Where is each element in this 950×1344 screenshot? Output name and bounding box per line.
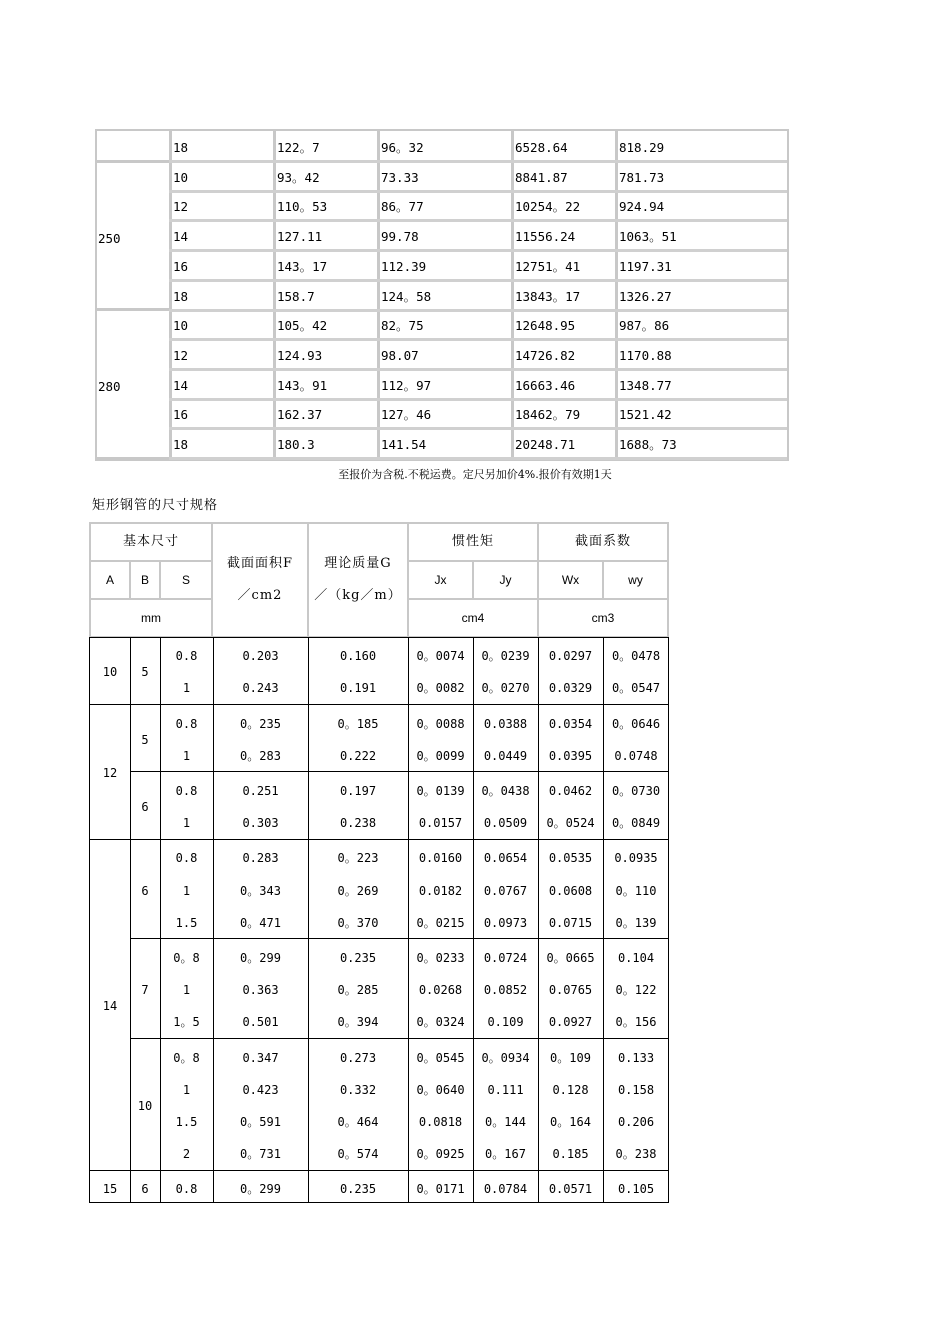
table-cell: 18 <box>173 140 189 155</box>
table-cell: 818.29 <box>619 140 665 155</box>
a-size-label: 14 <box>102 999 118 1014</box>
table-cell: 112。97 <box>381 377 432 393</box>
table-cell: 1326.27 <box>619 288 672 304</box>
table-cell: 143。17 <box>277 258 328 274</box>
table-cell: 10 <box>173 169 189 185</box>
table-cell: 0.243 <box>242 681 279 696</box>
table-cell: 0.235 <box>339 950 377 965</box>
table-cell: 0.0395 <box>548 748 593 763</box>
grid-line <box>130 1038 669 1039</box>
table-row <box>169 252 787 282</box>
table-cell: 0.0935 <box>614 851 658 866</box>
size-group-label: 250 <box>98 230 121 246</box>
table-cell: 0.104 <box>617 950 655 965</box>
grid-line <box>130 638 131 1202</box>
table-cell: 110。53 <box>277 199 328 215</box>
table-cell: 987。86 <box>619 318 670 334</box>
header-unit-cm4: cm4 <box>407 598 539 638</box>
table-cell: 14 <box>173 377 189 393</box>
table-row <box>169 222 787 252</box>
table-cell: 0.8 <box>175 783 198 798</box>
table-cell: 0.109 <box>487 1015 524 1030</box>
table-cell: 0.238 <box>339 816 377 831</box>
table-row <box>169 282 787 312</box>
table-cell: 0。110 <box>615 883 657 898</box>
table-cell: 0。283 <box>240 748 281 763</box>
table-cell: 16 <box>173 407 189 423</box>
header-mass-unit: ／（kg／m） <box>314 588 402 603</box>
table-cell: 0.0571 <box>548 1182 593 1197</box>
table-cell: 0.203 <box>242 649 279 664</box>
table-cell: 0。122 <box>615 983 657 998</box>
table-cell: 6528.64 <box>515 140 568 155</box>
table-cell: 10254。22 <box>515 199 581 215</box>
table-cell: 0.303 <box>242 816 279 831</box>
size-group-cell <box>97 309 169 460</box>
header-jx: Jx <box>407 560 474 600</box>
table-cell: 1 <box>182 816 191 831</box>
table-row <box>169 133 787 163</box>
table-cell: 20248.71 <box>515 437 576 452</box>
table-cell: 12648.95 <box>515 318 576 334</box>
table-cell: 0。238 <box>615 1147 657 1162</box>
size-group-cell <box>97 161 169 312</box>
table-cell: 0.0654 <box>483 851 528 866</box>
table-cell: 0。0665 <box>546 950 595 965</box>
table-cell: 0.0973 <box>483 915 528 930</box>
table-cell: 0。0324 <box>416 1015 465 1030</box>
price-table-continued <box>95 129 789 461</box>
table-cell: 0.0388 <box>483 716 528 731</box>
table-cell: 0.501 <box>242 1015 279 1030</box>
table-cell: 0。8 <box>173 1050 200 1065</box>
table-cell: 0。574 <box>337 1147 379 1162</box>
size-group-cell <box>97 131 169 163</box>
header-jy: Jy <box>472 560 539 600</box>
table-cell: 10 <box>173 318 189 334</box>
table-cell: 124。58 <box>381 288 432 304</box>
table-cell: 0。269 <box>337 883 379 898</box>
table-cell: 0.197 <box>339 783 377 798</box>
header-unit-cm3: cm3 <box>537 598 669 638</box>
table-cell: 0.251 <box>242 783 279 798</box>
header-unit-mm: mm <box>89 598 213 638</box>
table-cell: 8841.87 <box>515 169 568 185</box>
table-cell: 0。0088 <box>416 716 465 731</box>
b-size-label: 5 <box>141 732 149 747</box>
header-wx: Wx <box>537 560 604 600</box>
table-cell: 0。471 <box>240 915 281 930</box>
header-area-unit: ／cm2 <box>237 588 283 603</box>
table-cell: 0。0082 <box>416 681 465 696</box>
table-cell: 0。0478 <box>611 649 661 664</box>
table-row <box>169 430 787 460</box>
table-cell: 0.0160 <box>418 851 463 866</box>
header-a: A <box>89 560 131 600</box>
table-cell: 0。0640 <box>416 1082 465 1097</box>
table-cell: 0.0268 <box>418 983 463 998</box>
header-inertia: 惯性矩 <box>407 522 539 562</box>
grid-line <box>90 1170 669 1171</box>
table-body <box>89 637 669 1203</box>
table-cell: 781.73 <box>619 169 665 185</box>
table-cell: 124.93 <box>277 347 323 363</box>
table-cell: 0.8 <box>175 649 198 664</box>
table-cell: 0.0509 <box>483 816 528 831</box>
header-area-title: 截面面积F <box>226 556 294 571</box>
table-row <box>169 311 787 341</box>
table-cell: 0。0074 <box>416 649 465 664</box>
table-cell: 180.3 <box>277 437 315 452</box>
table-cell: 105。42 <box>277 318 328 334</box>
table-cell: 18 <box>173 288 189 304</box>
b-size-label: 6 <box>141 800 149 814</box>
table-cell: 0。299 <box>240 950 281 965</box>
table-cell: 0.0784 <box>483 1182 528 1197</box>
table-row <box>169 371 787 401</box>
table-cell: 0.128 <box>552 1082 589 1097</box>
table-cell: 0。167 <box>485 1147 526 1162</box>
grid-line <box>130 771 669 772</box>
table-cell: 0.8 <box>175 1182 198 1197</box>
table-cell: 0。0925 <box>416 1147 465 1162</box>
table-cell: 0。394 <box>337 1015 379 1030</box>
rectangular-tube-spec-table <box>89 522 669 1203</box>
table-cell: 924.94 <box>619 199 665 215</box>
table-cell: 0。223 <box>337 851 379 866</box>
table-cell: 14 <box>173 229 189 245</box>
table-cell: 12 <box>173 199 189 215</box>
header-modulus: 截面系数 <box>537 522 669 562</box>
table-cell: 1521.42 <box>619 407 672 423</box>
table-cell: 0.206 <box>617 1114 655 1129</box>
table-cell: 73.33 <box>381 169 419 185</box>
table-cell: 0。144 <box>485 1114 526 1129</box>
table-cell: 2 <box>182 1147 191 1162</box>
b-size-label: 6 <box>141 1182 149 1197</box>
table-cell: 98.07 <box>381 347 419 363</box>
header-b: B <box>129 560 161 600</box>
a-size-label: 15 <box>102 1182 118 1197</box>
table-cell: 1197.31 <box>619 258 672 274</box>
table-cell: 0.332 <box>339 1082 377 1097</box>
table-cell: 0。464 <box>337 1114 379 1129</box>
table-cell: 0.158 <box>617 1082 655 1097</box>
table-cell: 0.0449 <box>483 748 528 763</box>
table-cell: 86。77 <box>381 199 424 215</box>
table-cell: 0.222 <box>339 748 377 763</box>
table-cell: 0.133 <box>617 1050 655 1065</box>
table-cell: 0。0547 <box>611 681 661 696</box>
table-cell: 0.347 <box>242 1050 279 1065</box>
table-cell: 1.5 <box>175 915 198 930</box>
table-cell: 0.0715 <box>548 915 593 930</box>
table-cell: 0。0730 <box>611 783 661 798</box>
table-cell: 0.0818 <box>418 1114 463 1129</box>
a-size-label: 10 <box>102 665 118 680</box>
table-cell: 0。0270 <box>481 681 530 696</box>
table-cell: 0.111 <box>487 1082 524 1097</box>
table-cell: 93。42 <box>277 169 320 185</box>
table-row <box>169 192 787 222</box>
table-cell: 0。164 <box>550 1114 591 1129</box>
header-mass <box>307 522 409 638</box>
table-cell: 0。0171 <box>416 1182 465 1197</box>
table-cell: 0.0765 <box>548 983 593 998</box>
table-cell: 0。0438 <box>481 783 530 798</box>
table-cell: 0.0608 <box>548 883 593 898</box>
b-size-label: 10 <box>137 1098 153 1113</box>
grid-line <box>130 938 669 939</box>
table-cell: 0.0182 <box>418 883 463 898</box>
table-cell: 0。0215 <box>416 915 465 930</box>
table-cell: 18462。79 <box>515 407 581 423</box>
header-s: S <box>159 560 213 600</box>
table-cell: 0.0354 <box>548 716 593 731</box>
table-cell: 0.185 <box>552 1147 589 1162</box>
table-cell: 0.0852 <box>483 983 528 998</box>
table-cell: 0。0849 <box>611 816 661 831</box>
table-cell: 0.8 <box>175 716 198 731</box>
table-cell: 13843。17 <box>515 288 581 304</box>
table-cell: 0。0646 <box>611 716 661 731</box>
b-size-label: 5 <box>141 665 149 680</box>
table-cell: 0.0297 <box>548 649 593 664</box>
table-cell: 0。185 <box>337 716 379 731</box>
table-cell: 0。235 <box>240 716 281 731</box>
table-cell: 1 <box>182 1082 191 1097</box>
table-cell: 1063。51 <box>619 229 677 245</box>
table-cell: 0.273 <box>339 1050 377 1065</box>
table-cell: 0。139 <box>615 915 657 930</box>
table-cell: 0.8 <box>175 851 198 866</box>
table-cell: 0.0748 <box>614 748 658 763</box>
table-cell: 122。7 <box>277 140 320 155</box>
table-cell: 0.283 <box>242 851 279 866</box>
table-cell: 0.0157 <box>418 816 463 831</box>
table-cell: 0。0099 <box>416 748 465 763</box>
table-cell: 0。343 <box>240 883 281 898</box>
table-cell: 0.0535 <box>548 851 593 866</box>
table-cell: 12 <box>173 347 189 363</box>
table-cell: 1 <box>182 983 191 998</box>
table-cell: 0.0767 <box>483 883 528 898</box>
table-cell: 1688。73 <box>619 437 677 452</box>
table-cell: 158.7 <box>277 288 315 304</box>
table-cell: 0。109 <box>550 1050 591 1065</box>
table-cell: 82。75 <box>381 318 424 334</box>
table-cell: 96。32 <box>381 140 424 155</box>
table-cell: 0.105 <box>617 1182 655 1197</box>
header-wy: wy <box>602 560 669 600</box>
table-cell: 0.0462 <box>548 783 593 798</box>
table-cell: 0。0139 <box>416 783 465 798</box>
table-cell: 16663.46 <box>515 377 576 393</box>
table-cell: 127.11 <box>277 229 323 245</box>
table-cell: 1 <box>182 681 191 696</box>
b-size-label: 6 <box>141 883 149 898</box>
table-cell: 0.363 <box>242 983 279 998</box>
table-cell: 0。156 <box>615 1015 657 1030</box>
table-cell: 0。0233 <box>416 950 465 965</box>
table-cell: 112.39 <box>381 258 427 274</box>
table-cell: 0.191 <box>339 681 377 696</box>
table-row <box>169 400 787 430</box>
table-cell: 0。285 <box>337 983 379 998</box>
grid-line <box>90 839 669 840</box>
table-cell: 0。0934 <box>481 1050 530 1065</box>
table-cell: 0。8 <box>173 950 200 965</box>
grid-line <box>90 704 669 705</box>
header-mass-title: 理论质量G <box>324 556 392 571</box>
table-cell: 1.5 <box>175 1114 198 1129</box>
table-cell: 12751。41 <box>515 258 581 274</box>
table-cell: 127。46 <box>381 407 432 423</box>
table-cell: 1 <box>182 748 191 763</box>
table-cell: 0.235 <box>339 1182 377 1197</box>
table-cell: 1。5 <box>173 1015 200 1030</box>
table-row <box>169 341 787 371</box>
table-cell: 1170.88 <box>619 347 672 363</box>
header-area <box>211 522 309 638</box>
table-cell: 0.0724 <box>483 950 528 965</box>
table-cell: 141.54 <box>381 437 427 452</box>
a-size-label: 12 <box>102 766 118 781</box>
table-cell: 1 <box>182 883 191 898</box>
table-cell: 16 <box>173 258 189 274</box>
table-cell: 0.0329 <box>548 681 593 696</box>
table-cell: 11556.24 <box>515 229 576 245</box>
table-cell: 0.0927 <box>548 1015 593 1030</box>
table-cell: 0。299 <box>240 1182 281 1197</box>
header-basic-size: 基本尺寸 <box>89 522 213 562</box>
table-cell: 0.160 <box>339 649 377 664</box>
table-cell: 0。591 <box>240 1114 281 1129</box>
table-cell: 143。91 <box>277 377 328 393</box>
table-cell: 0。0239 <box>481 649 530 664</box>
table-cell: 14726.82 <box>515 347 576 363</box>
table-cell: 1348.77 <box>619 377 672 393</box>
table-row <box>169 163 787 193</box>
size-group-label: 280 <box>98 379 121 395</box>
price-note: 至报价为含税.不税运费。定尺另加价4%.报价有效期1天 <box>338 468 612 481</box>
section-heading: 矩形钢管的尺寸规格 <box>92 498 219 513</box>
b-size-label: 7 <box>141 983 149 998</box>
table-cell: 0。370 <box>337 915 379 930</box>
table-cell: 0。0545 <box>416 1050 465 1065</box>
table-cell: 0。0524 <box>546 816 595 831</box>
table-cell: 18 <box>173 437 189 452</box>
table-cell: 99.78 <box>381 229 419 245</box>
table-cell: 0。731 <box>240 1147 281 1162</box>
table-cell: 162.37 <box>277 407 323 423</box>
table-cell: 0.423 <box>242 1082 279 1097</box>
